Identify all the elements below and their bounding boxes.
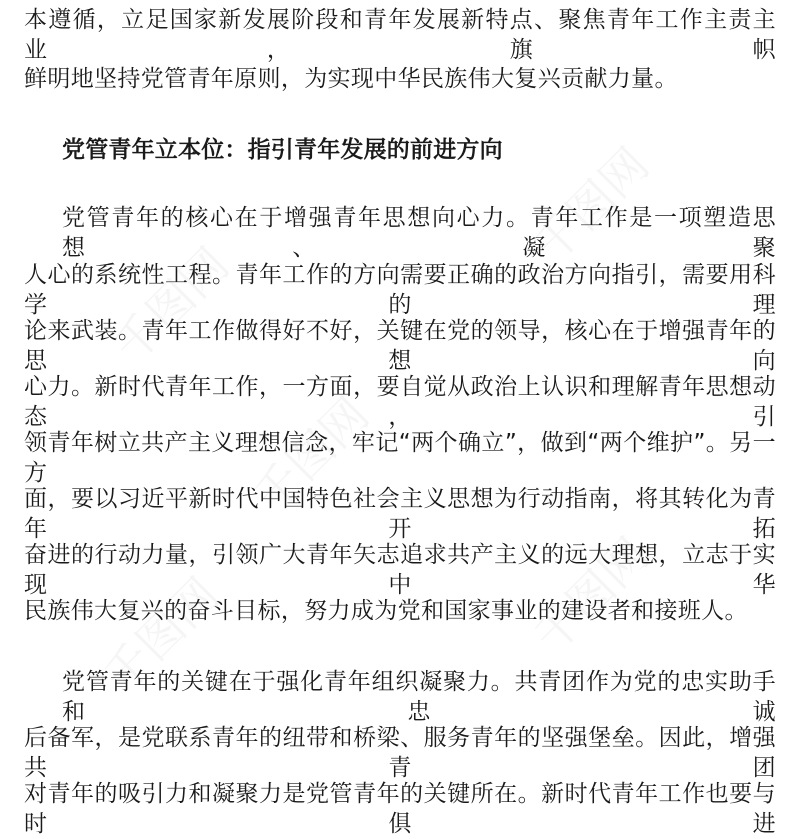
- watermark: 千图网: [93, 567, 230, 704]
- paragraph-line: 党管青年的关键在于强化青年组织凝聚力。共青团作为党的忠实助手和忠诚: [62, 669, 776, 725]
- watermark: 千图网: [523, 527, 660, 664]
- section-heading: 党管青年立本位：指引青年发展的前进方向: [62, 137, 503, 163]
- paragraph-line: 人心的系统性工程。青年工作的方向需要正确的政治方向指引，需要用科学的理: [24, 262, 776, 318]
- paragraph-line: 心力。新时代青年工作，一方面，要自觉从政治上认识和理解青年思想动态，引: [24, 374, 776, 430]
- paragraph-line: 领青年树立共产主义理想信念，牢记“两个确立”，做到“两个维护”。另一方: [24, 430, 776, 486]
- paragraph-line: 民族伟大复兴的奋斗目标，努力成为党和国家事业的建设者和接班人。: [24, 598, 748, 624]
- paragraph-line: 后备军，是党联系青年的纽带和桥梁、服务青年的坚强堡垒。因此，增强共青团: [24, 725, 776, 781]
- watermark: 千图网: [103, 237, 240, 374]
- paragraph-line: 党管青年的核心在于增强青年思想向心力。青年工作是一项塑造思想、凝聚: [62, 205, 776, 261]
- paragraph-line: 奋进的行动力量，引领广大青年矢志追求共产主义的远大理想，立志于实现中华: [24, 542, 776, 598]
- paragraph-line: 论来武装。青年工作做得好不好，关键在党的领导，核心在于增强青年的思想向: [24, 318, 776, 374]
- paragraph-line: 面，要以习近平新时代中国特色社会主义思想为行动指南，将其转化为青年开拓: [24, 486, 776, 542]
- paragraph-line: 本遵循，立足国家新发展阶段和青年发展新特点、聚焦青年工作主责主业，旗帜: [24, 7, 776, 63]
- watermark: 千图网: [243, 387, 380, 524]
- watermark: 千图网: [523, 137, 660, 274]
- paragraph-line: 鲜明地坚持党管青年原则，为实现中华民族伟大复兴贡献力量。: [24, 66, 678, 92]
- paragraph-line: 对青年的吸引力和凝聚力是党管青年的关键所在。新时代青年工作也要与时俱进: [24, 781, 776, 837]
